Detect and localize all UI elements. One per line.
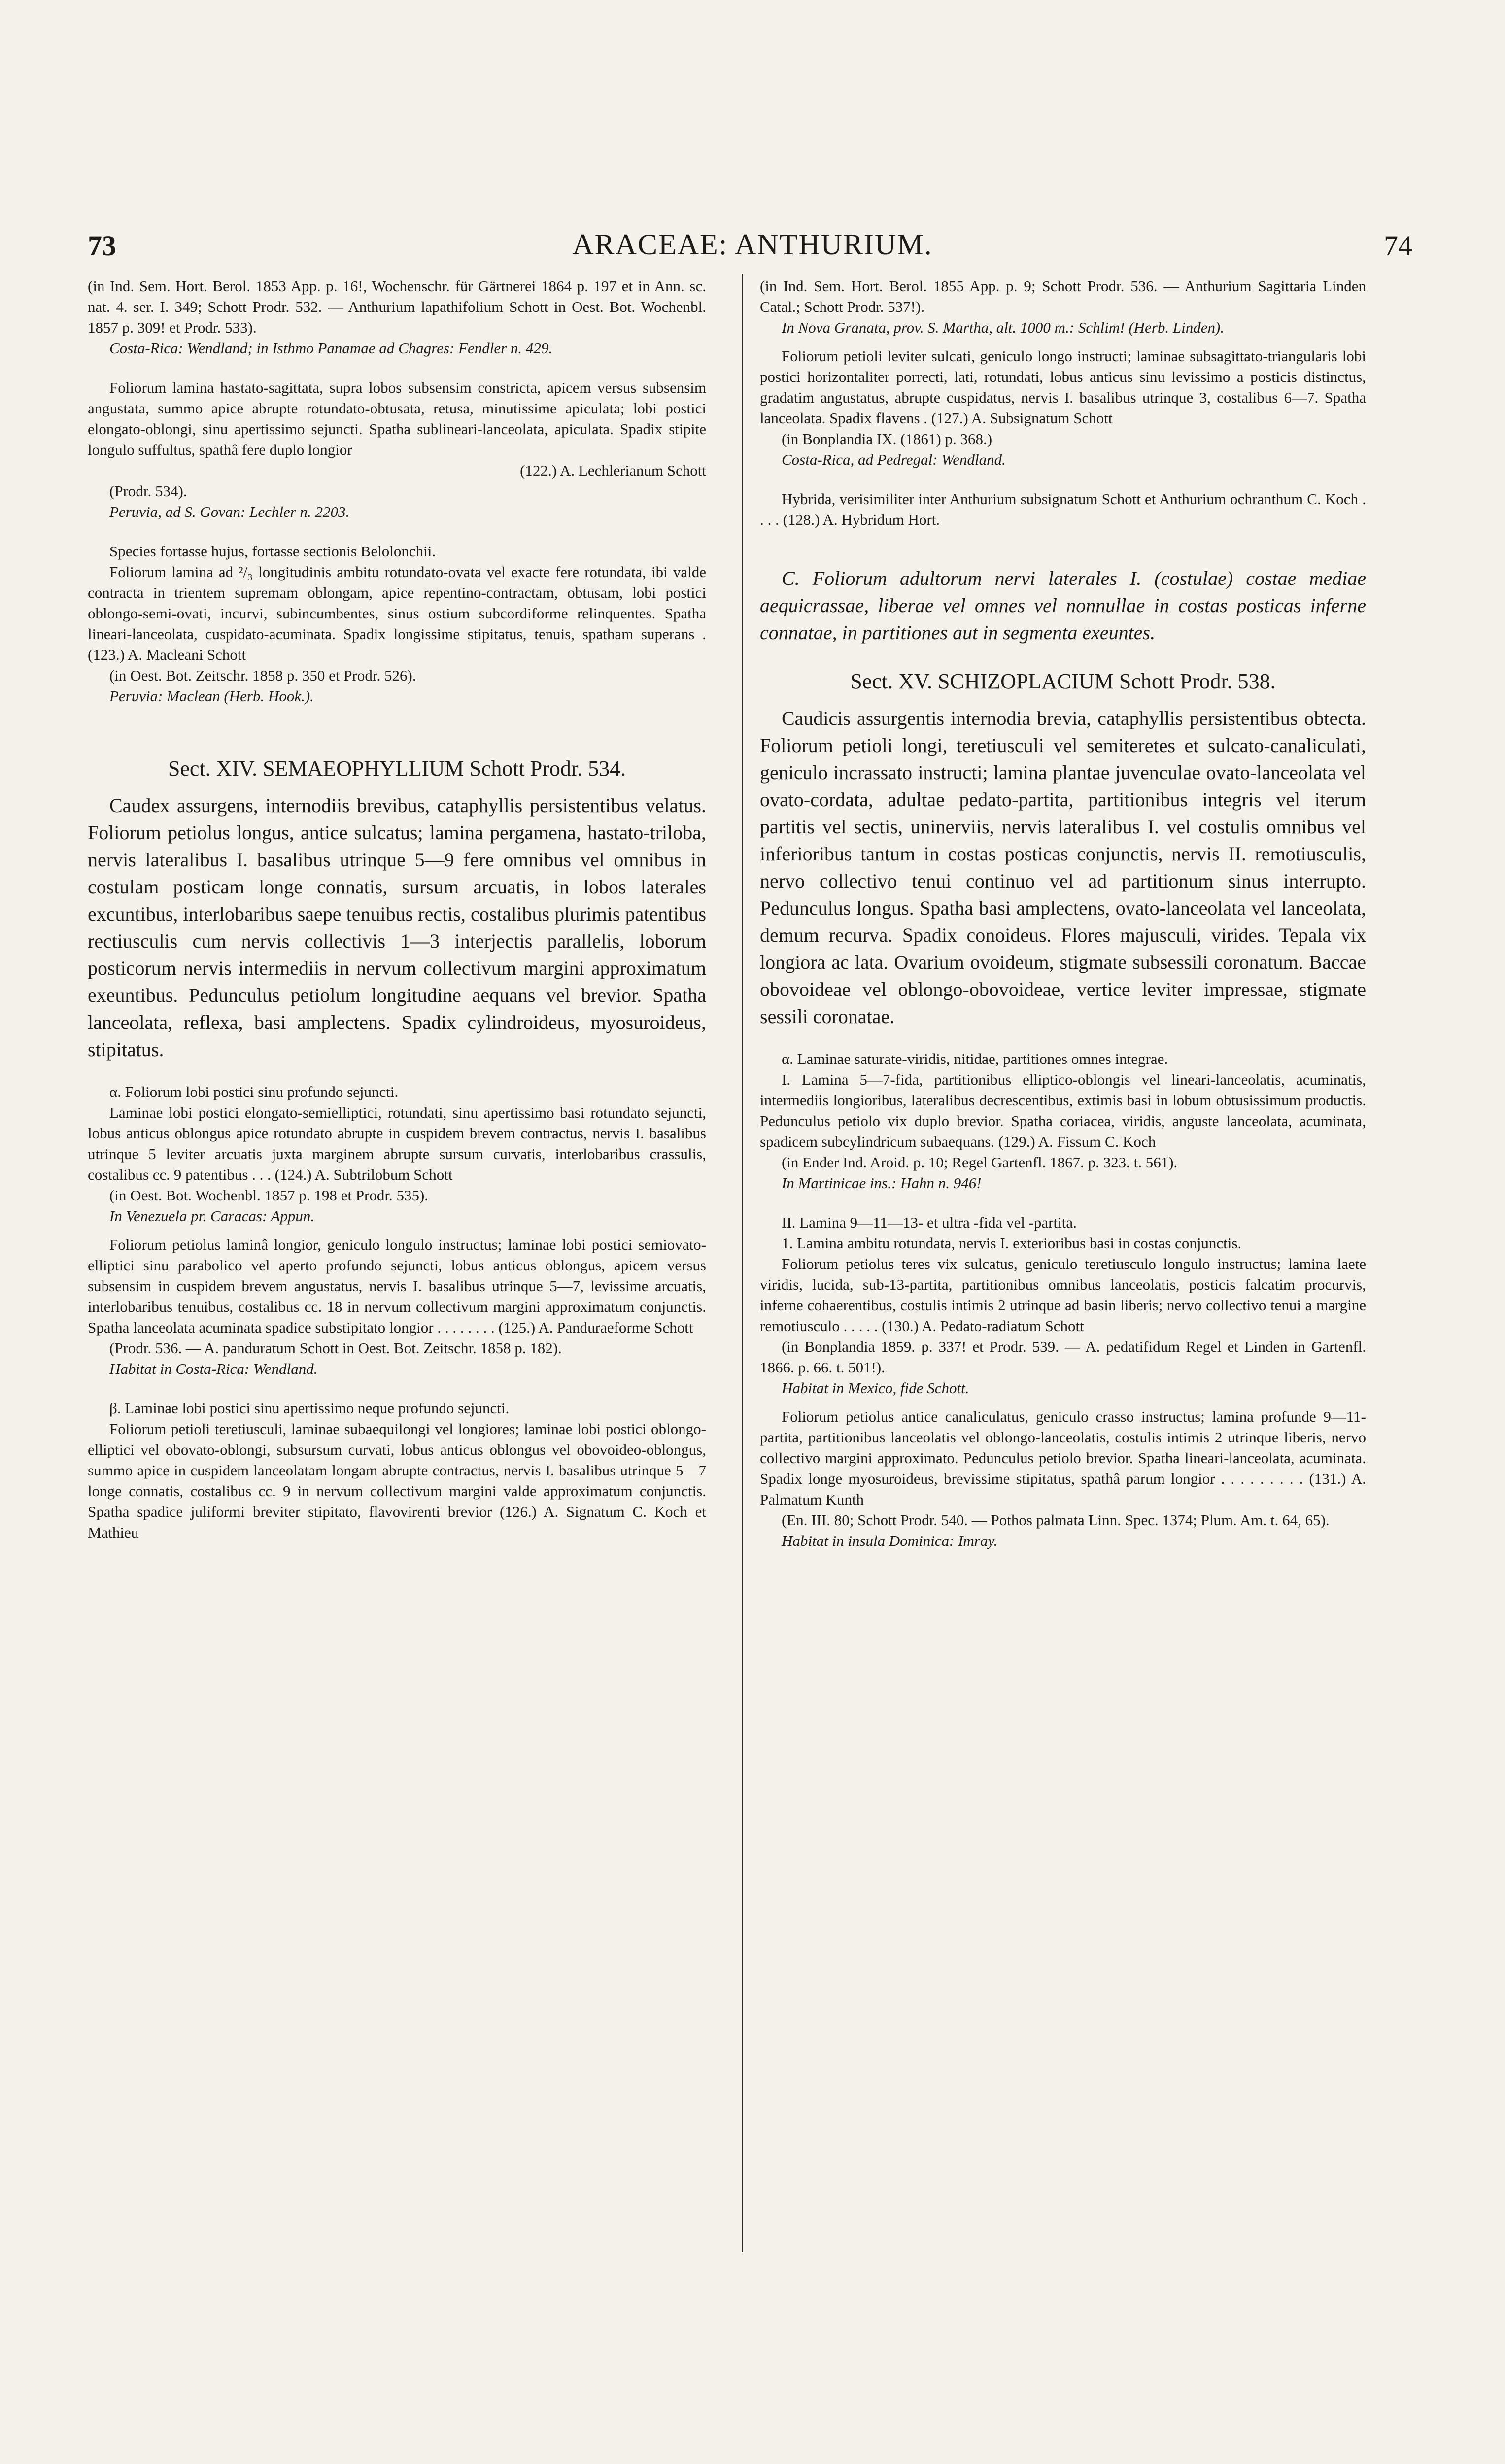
text-paragraph: I. Lamina 5—7-fida, partitionibus elliptico-oblongis vel lineari-lanceolatis, acuminatis, intermediis longioribus, lateralibus decrescentibus, extimis basi in lobum obtusissimum productis. Pedunculus petiolo vix duplo brevior. Spatha coriacea, viridis, anguste lanceolata, acuminata, spadicem subcylindricum subaequans. (129.) A. Fissum C. Koch (760, 1071, 1366, 1150)
paragraph-spacer (760, 1030, 1366, 1049)
paragraph-spacer (760, 530, 1366, 565)
text-paragraph: Habitat in Mexico, fide Schott. (782, 1379, 969, 1397)
text-paragraph: Foliorum petiolus antice canaliculatus, geniculo crasso instructus; lamina profunde 9—11-partita, partitionibus lanceolatis vel oblongo-lanceolatis, costulis intimis 2 utrinque liberis, nervo collectivo margini approximato. Pedunculus petiolo brevior. Spatha lineari-lanceolata, acuminata. Spadix longe myosuroideus, brevissime stipitatus, spathâ parum longior . . . . . . . . . (131.) A. Palmatum Kunth (760, 1408, 1366, 1508)
paragraph-spacer (760, 338, 1366, 346)
text-paragraph: (in Bonplandia IX. (1861) p. 368.) (782, 430, 992, 447)
text-paragraph: In Nova Granata, prov. S. Martha, alt. 1000 m.: Schlim! (Herb. Linden). (782, 319, 1225, 336)
text-paragraph: 1. Lamina ambitu rotundata, nervis I. exterioribus basi in costas conjunctis. (782, 1234, 1242, 1252)
text-paragraph: In Venezuela pr. Caracas: Appun. (109, 1207, 315, 1225)
section-heading: Sect. XV. SCHIZOPLACIUM Schott Prodr. 538. (850, 669, 1276, 693)
right-page-number: 74 (1384, 230, 1412, 262)
text-paragraph: Species fortasse hujus, fortasse sectionis Belolonchii. (109, 543, 436, 560)
text-paragraph: Foliorum lamina ad ²/₃ longitudinis ambitu rotundato-ovata vel exacte fere rotundata, ibi valde contracta in trientem supremam oblongam, apice repentino-contractam, obtusam, lobi postici oblongo-semi-ovati, incurvi, subincumbentes, sinus ostium subcordiforme relinquentes. Spatha lineari-lanceolata, cuspidato-acuminata. Spadix longissime stipitatus, tenuis, spatham superans . (123.) A. Macleani Schott (88, 563, 706, 663)
text-paragraph: (Prodr. 534). (109, 482, 187, 500)
text-paragraph: Foliorum petioli teretiusculi, laminae subaequilongi vel longiores; laminae lobi postici oblongo-elliptici vel obovato-oblongi, subsursum curvati, lobus anticus oblongus vel obovoideo-oblongus, summo apice in cuspidem lanceolatam longam abrupte contractus, nervis I. basalibus utrinque 5—7 longe connatis, costalibus cc. 9 in nervum collectivum margini valde approximatum conjunctis. Spatha spadice juliformi breviter stipitato, flavovirenti brevior (126.) A. Signatum C. Koch et Mathieu (88, 1420, 706, 1541)
text-paragraph: In Martinicae ins.: Hahn n. 946! (782, 1174, 982, 1192)
left-page-number: 73 (88, 230, 116, 262)
text-paragraph: C. Foliorum adultorum nervi laterales I. (costulae) costae mediae aequicrassae, liberae vel omnes vel nonnullae in costas posticas inferne connatae, in partitiones aut in segmenta exeuntes. (760, 567, 1366, 644)
text-paragraph: Laminae lobi postici elongato-semielliptici, rotundati, sinu apertissimo basi rotundato sejuncti, lobus anticus oblongus apice rotundato abrupte in cuspidem brevem contractus, nervis I. basalibus utrinque 5 leviter arcuatis juxta marginem abrupte sursum curvatis, interlobaribus crassulis, costalibus cc. 9 patentibus . . . (124.) A. Subtrilobum Schott (88, 1104, 706, 1183)
text-paragraph: (122.) A. Lechlerianum Schott (520, 462, 706, 479)
text-paragraph: Foliorum petiolus laminâ longior, geniculo longulo instructus; laminae lobi postici semiovato-elliptici sinu parabolico vel aperto profundo sejuncti, lobus anticus oblongus, apicem versus subsensim in cuspidem brevem angustatus, nervis I. basalibus utrinque 5—7, levissime arcuatis, interlobaribus tenuibus, costalibus cc. 18 in nervum collectivum margini approximatum conjunctis. Spatha lanceolata acuminata spadice substipitato longior . . . . . . . . (125.) A. Panduraeforme Schott (88, 1236, 706, 1336)
text-paragraph: β. Laminae lobi postici sinu apertissimo neque profundo sejuncti. (109, 1400, 510, 1417)
text-paragraph: (in Oest. Bot. Zeitschr. 1858 p. 350 et Prodr. 526). (109, 667, 416, 684)
right-column (760, 276, 1366, 1551)
section-heading: Sect. XIV. SEMAEOPHYLLIUM Schott Prodr. 534. (168, 756, 626, 781)
paragraph-spacer (760, 646, 1366, 654)
text-paragraph: (in Oest. Bot. Wochenbl. 1857 p. 198 et Prodr. 535). (109, 1187, 429, 1204)
text-paragraph: (in Ind. Sem. Hort. Berol. 1853 App. p. 16!, Wochenschr. für Gärtnerei 1864 p. 197 et in Ann. sc. nat. 4. ser. I. 349; Schott Prodr. 532. — Anthurium lapathifolium Schott in Oest. Bot. Wochenbl. 1857 p. 309! et Prodr. 533). (88, 277, 706, 336)
text-paragraph: Caudicis assurgentis internodia brevia, cataphyllis persistentibus obtecta. Foliorum petioli longi, teretiusculi vel semiteretes et sulcato-canaliculati, geniculo incrassato instructi; lamina plantae juvenculae ovato-lanceolata vel ovato-cordata, adultae pedato-partita, partitionibus integris vel iterum partitis vel sectis, uninerviis, nervis lateralibus I. vel costulis omnibus vel inferioribus tantum in costas posticas conjunctis, nervis II. remotiusculis, nervo collectivo tenui continuo vel ad partitionum sinus interrupto. Pedunculus longus. Spatha basi amplectens, ovato-lanceolata vel lanceolata, demum recurva. Spadix conoideus. Flores majusculi, virides. Tepala vix longiora ac lata. Ovarium ovoideum, stigmate subsessili coronatum. Baccae obovoideae vel oblongo-obovoideae, vertice leviter impressae, stigmate sessili coronatae. (760, 707, 1366, 1027)
paragraph-spacer (88, 359, 706, 377)
text-paragraph: α. Foliorum lobi postici sinu profundo sejuncti. (109, 1083, 399, 1100)
paragraph-spacer (760, 1194, 1366, 1212)
paragraph-spacer (88, 1379, 706, 1398)
text-paragraph: Hybrida, verisimiliter inter Anthurium subsignatum Schott et Anthurium ochranthum C. Koch . . . . (128.) A. Hybridum Hort. (760, 490, 1366, 528)
paragraph-spacer (88, 707, 706, 741)
paragraph-spacer (88, 1063, 706, 1082)
text-paragraph: Habitat in insula Dominica: Imray. (782, 1532, 998, 1549)
text-paragraph: Caudex assurgens, internodiis brevibus, cataphyllis persistentibus velatus. Foliorum petiolus longus, antice sulcatus; lamina pergamena, hastato-triloba, nervis lateralibus I. basalibus utrinque 5—9 fere omnibus vel omnibus in costulam posticam longe connatis, sursum arcuatis, in lobos laterales excuntibus, interlobaribus saepe tenuibus rectis, costalibus plurimis patentibus rectiusculis cum nervis collectivis 1—3 interjectis parallelis, loborum posticorum nervis intermediis in nervum collectivum margini approximatum exeuntibus. Pedunculus petiolum longitudine aequans vel brevior. Spatha lanceolata, reflexa, basi amplectens. Spadix cylindroideus, myosuroideus, stipitatus. (88, 794, 706, 1061)
text-paragraph: Peruvia: Maclean (Herb. Hook.). (109, 687, 314, 705)
text-paragraph: (Prodr. 536. — A. panduratum Schott in Oest. Bot. Zeitschr. 1858 p. 182). (109, 1339, 562, 1357)
text-paragraph: Habitat in Costa-Rica: Wendland. (109, 1360, 318, 1377)
text-paragraph: (in Ind. Sem. Hort. Berol. 1855 App. p. 9; Schott Prodr. 536. — Anthurium Sagittaria Linden Catal.; Schott Prodr. 537!). (760, 277, 1366, 315)
text-paragraph: (En. III. 80; Schott Prodr. 540. — Pothos palmata Linn. Spec. 1374; Plum. Am. t. 64, 65). (782, 1511, 1330, 1529)
text-paragraph: Peruvia, ad S. Govan: Lechler n. 2203. (109, 503, 350, 520)
text-paragraph: (in Ender Ind. Aroid. p. 10; Regel Gartenfl. 1867. p. 323. t. 561). (782, 1154, 1178, 1171)
text-paragraph: (in Bonplandia 1859. p. 337! et Prodr. 539. — A. pedatifidum Regel et Linden in Gartenfl. 1866. p. 66. t. 501!). (760, 1338, 1366, 1376)
text-paragraph: II. Lamina 9—11—13- et ultra -fida vel -partita. (782, 1214, 1077, 1231)
text-paragraph: α. Laminae saturate-viridis, nitidae, partitiones omnes integrae. (782, 1050, 1168, 1067)
column-divider (742, 274, 743, 2252)
text-paragraph: Costa-Rica, ad Pedregal: Wendland. (782, 451, 1006, 468)
text-paragraph: Costa-Rica: Wendland; in Isthmo Panamae ad Chagres: Fendler n. 429. (109, 340, 553, 357)
paragraph-spacer (760, 1399, 1366, 1406)
left-column (88, 276, 706, 1543)
text-paragraph: Foliorum lamina hastato-sagittata, supra lobos subsensim constricta, apicem versus subsensim angustata, summo apice abrupte rotundato-obtusata, retusa, minutissime apiculata; lobi postici elongato-oblongi, sinu apertissimo sejuncti. Spatha sublineari-lanceolata, apiculata. Spadix stipite longulo suffultus, spathâ fere duplo longior (88, 379, 706, 458)
paragraph-spacer (88, 522, 706, 541)
text-paragraph: Foliorum petiolus teres vix sulcatus, geniculo teretiusculo longulo instructus; lamina laete viridis, lucida, sub-13-partita, partitionibus omnibus lanceolatis, posticis falcatim procurvis, inferne cohaerentibus, costulis intimis 2 utrinque ad basin liberis; nervo collectivo tenui a margine remotiusculo . . . . . (130.) A. Pedato-radiatum Schott (760, 1255, 1366, 1335)
text-paragraph: Foliorum petioli leviter sulcati, geniculo longo instructi; laminae subsagittato-triangularis lobi postici horizontaliter porrecti, lati, rotundati, lobus anticus sinu levissimo a posticis distinctus, gradatim angustatus, abrupte cuspidatus, nervis I. basalibus utrinque 3, costalibus 6—7. Spatha lanceolata. Spadix flavens . (127.) A. Subsignatum Schott (760, 347, 1366, 427)
paragraph-spacer (88, 1227, 706, 1234)
paragraph-spacer (760, 470, 1366, 489)
running-head-title: ARACEAE: ANTHURIUM. (572, 228, 933, 261)
